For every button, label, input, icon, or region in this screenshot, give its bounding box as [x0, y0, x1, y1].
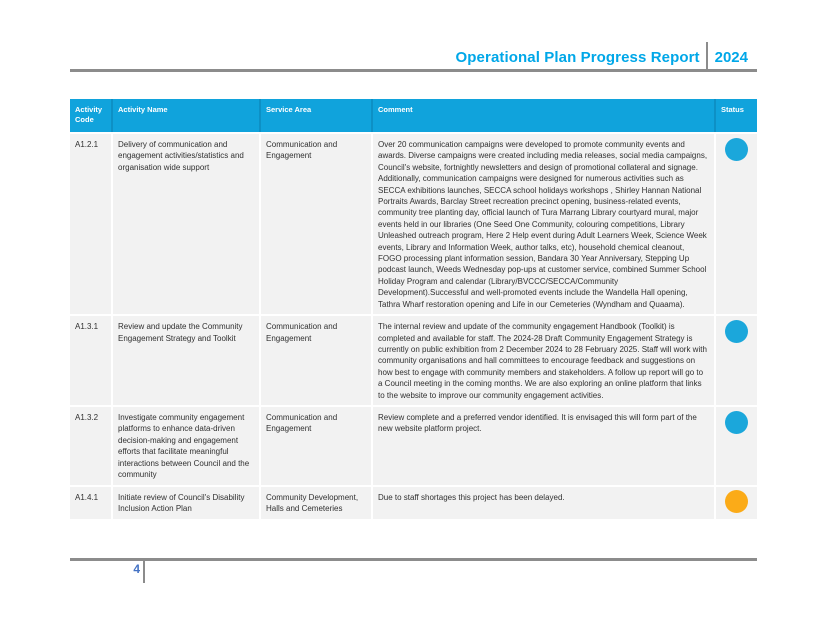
- report-year: 2024: [714, 48, 748, 66]
- column-header-status: Status: [716, 99, 757, 132]
- activity-name-cell: Investigate community engagement platforms to enhance data-driven decision-making and engagement efforts that facilitate meaningful interactions between Council and the community: [113, 407, 259, 485]
- service-area-cell: Communication and Engagement: [261, 316, 371, 405]
- activity-code-cell: A1.2.1: [70, 134, 111, 314]
- page-number: 4: [133, 562, 140, 576]
- status-cell: [716, 407, 757, 485]
- header-divider: [706, 42, 708, 72]
- table-row: [70, 487, 757, 519]
- activity-name-cell: Delivery of communication and engagement activities/statistics and organisation wide support: [113, 134, 259, 314]
- column-header-activity-code: Activity Code: [70, 99, 111, 132]
- status-cell: [716, 487, 757, 519]
- footer-rule: [70, 558, 757, 561]
- table-row: [70, 316, 757, 405]
- table-row: [70, 134, 757, 314]
- report-title: Operational Plan Progress Report: [455, 48, 700, 66]
- comment-cell: Review complete and a preferred vendor identified. It is envisaged this will form part of the new website platform project.: [373, 407, 714, 485]
- activity-name-cell: Initiate review of Council's Disability Inclusion Action Plan: [113, 487, 259, 519]
- column-header-comment: Comment: [373, 99, 714, 132]
- status-cell: [716, 134, 757, 314]
- comment-cell: Over 20 communication campaigns were developed to promote community events and awards. Diverse campaigns were created including media releases, social media campaigns, Council's website, fortnightly newsletters and design of promotional collateral and signage. Additionally, communication campaigns were designed for numerous activities such as SECCA exhibitions launches, SECCA school holidays workshops , Shirley Hannan National Portraits Awards, Barclay Street recreation precinct opening, business-related events, community tree planting day, official launch of Tura Marrang Library courtyard mural, major events held in our libraries (One Seed One Community, colouring competitions, Library Unleashed outreach program, Here 2 Help event during Adult Learners Week, Science Week events, Library and Information Week, author talks, etc), household chemical cleanout, FOGO processing plant information session, Bandara 30 Year Anniversary, Stepping Up podcast launch, Weeds Wednesday pop-ups at customer service, combined Summer School Holiday Program and calendar (Library/BVCCC/SECCA/Community Development).Successful and well-promoted events include the Wandella Hall opening, Tathra Wharf restoration opening and Life in our Cemeteries (Wyndham and Quaama).: [373, 134, 714, 314]
- service-area-cell: Community Development, Halls and Cemeteries: [261, 487, 371, 519]
- comment-cell: The internal review and update of the community engagement Handbook (Toolkit) is completed and available for staff. The 2024-28 Draft Community Engagement Strategy is currently on public exhibition from 2 December 2024 to 28 February 2025. Staff will work with community organisations and hall committees to encourage feedback and suggestions on how best to engage with community members and stakeholders. A follow up report will go to a Council meeting in the coming months. We are also exploring an online platform that links to the website to improve our community engagement activities.: [373, 316, 714, 405]
- activity-name-cell: Review and update the Community Engagement Strategy and Toolkit: [113, 316, 259, 405]
- footer-divider: [143, 558, 145, 583]
- page-header: [456, 44, 748, 70]
- service-area-cell: Communication and Engagement: [261, 407, 371, 485]
- activity-code-cell: A1.3.2: [70, 407, 111, 485]
- status-indicator-icon: [725, 320, 748, 343]
- column-header-activity-name: Activity Name: [113, 99, 259, 132]
- activity-code-cell: A1.3.1: [70, 316, 111, 405]
- comment-cell: Due to staff shortages this project has been delayed.: [373, 487, 714, 519]
- table-row: [70, 407, 757, 485]
- status-cell: [716, 316, 757, 405]
- status-indicator-icon: [725, 490, 748, 513]
- service-area-cell: Communication and Engagement: [261, 134, 371, 314]
- table-header-row: [70, 99, 757, 132]
- column-header-service-area: Service Area: [261, 99, 371, 132]
- status-indicator-icon: [725, 411, 748, 434]
- status-indicator-icon: [725, 138, 748, 161]
- activity-code-cell: A1.4.1: [70, 487, 111, 519]
- header-rule: [70, 69, 757, 72]
- progress-table: [70, 99, 757, 521]
